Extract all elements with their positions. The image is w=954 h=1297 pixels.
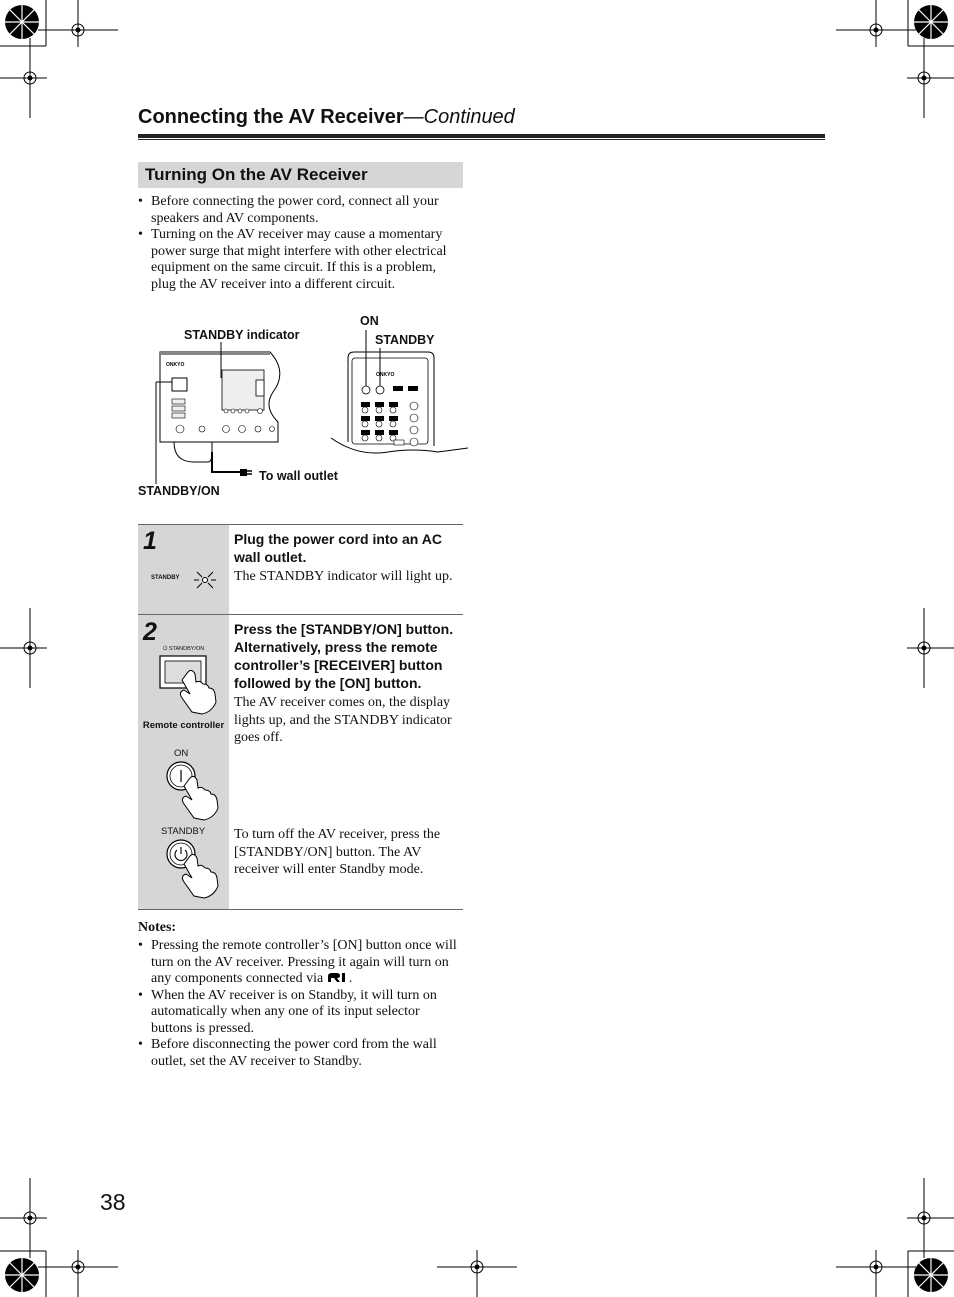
step-2-body: The AV receiver comes on, the display lights up, and the STANDBY indicator goes off. xyxy=(234,695,452,745)
step-2-button-label: ⏻ STANDBY/ON xyxy=(163,646,205,652)
note-item: • When the AV receiver is on Standby, it will turn on automatically when any one of its input selector buttons is pressed. xyxy=(138,988,463,1038)
intro-bullet: • Before connecting the power cord, connect all your speakers and AV components. xyxy=(138,194,463,227)
remote-standby-button-press-illustration xyxy=(164,838,226,902)
steps-bottom-rule xyxy=(138,909,463,910)
ri-logo-icon xyxy=(327,972,349,983)
header-rule-thin xyxy=(138,139,825,140)
svg-text:ONKYO: ONKYO xyxy=(166,362,185,368)
wall-outlet-label: To wall outlet xyxy=(259,469,338,483)
intro-bullet: • Turning on the AV receiver may cause a momentary power surge that might interfere with other electrical equipment on the same circuit. If this is a problem, plug the AV receiver into a different circuit. xyxy=(138,227,463,293)
step-2-number: 2 xyxy=(143,618,157,646)
header-rule xyxy=(138,134,825,138)
note-item: • Before disconnecting the power cord from the wall outlet, set the AV receiver to Standby. xyxy=(138,1037,463,1070)
page-number: 38 xyxy=(100,1189,126,1215)
step-1-heading: Plug the power cord into an AC wall outlet. xyxy=(234,531,442,565)
power-icon: ⏻ xyxy=(163,646,169,652)
section-title: Turning On the AV Receiver xyxy=(138,162,463,188)
step-1-body: The STANDBY indicator will light up. xyxy=(234,569,453,584)
standby-on-label: STANDBY/ON xyxy=(138,484,220,498)
svg-text:ONKYO: ONKYO xyxy=(376,372,395,378)
step-2-heading: Press the [STANDBY/ON] button. Alternatively, press the remote controller’s [RECEIVER] button followed by the [ON] button. xyxy=(234,621,454,691)
page-header xyxy=(138,106,515,129)
header-title: Connecting the AV Receiver xyxy=(138,106,404,128)
remote-standby-label: STANDBY xyxy=(161,826,206,837)
remote-on-button-press-illustration xyxy=(164,760,226,822)
step-1-number: 1 xyxy=(143,527,157,555)
remote-controller-label: Remote controller xyxy=(142,720,225,731)
notes-list xyxy=(138,938,463,1070)
step-2-turn-off-text: To turn off the AV receiver, press the [STANDBY/ON] button. The AV receiver will enter Standby mode. xyxy=(234,827,441,877)
intro-bullet-list xyxy=(138,194,463,293)
remote-on-label: ON xyxy=(174,748,189,759)
standby-light-icon xyxy=(193,569,217,591)
standby-indicator-label: STANDBY indicator xyxy=(184,328,300,342)
standby-label: STANDBY xyxy=(375,333,435,347)
connection-figure xyxy=(138,312,468,502)
step-1-standby-icon-label: STANDBY xyxy=(151,575,180,581)
standby-on-button-press-illustration xyxy=(158,654,224,716)
notes-title: Notes: xyxy=(138,920,177,935)
note-item: • Pressing the remote controller’s [ON] button once will turn on the AV receiver. Pressing it again will turn on any components connected via . xyxy=(138,938,463,988)
header-continued: —Continued xyxy=(403,106,515,128)
on-label: ON xyxy=(360,314,379,328)
